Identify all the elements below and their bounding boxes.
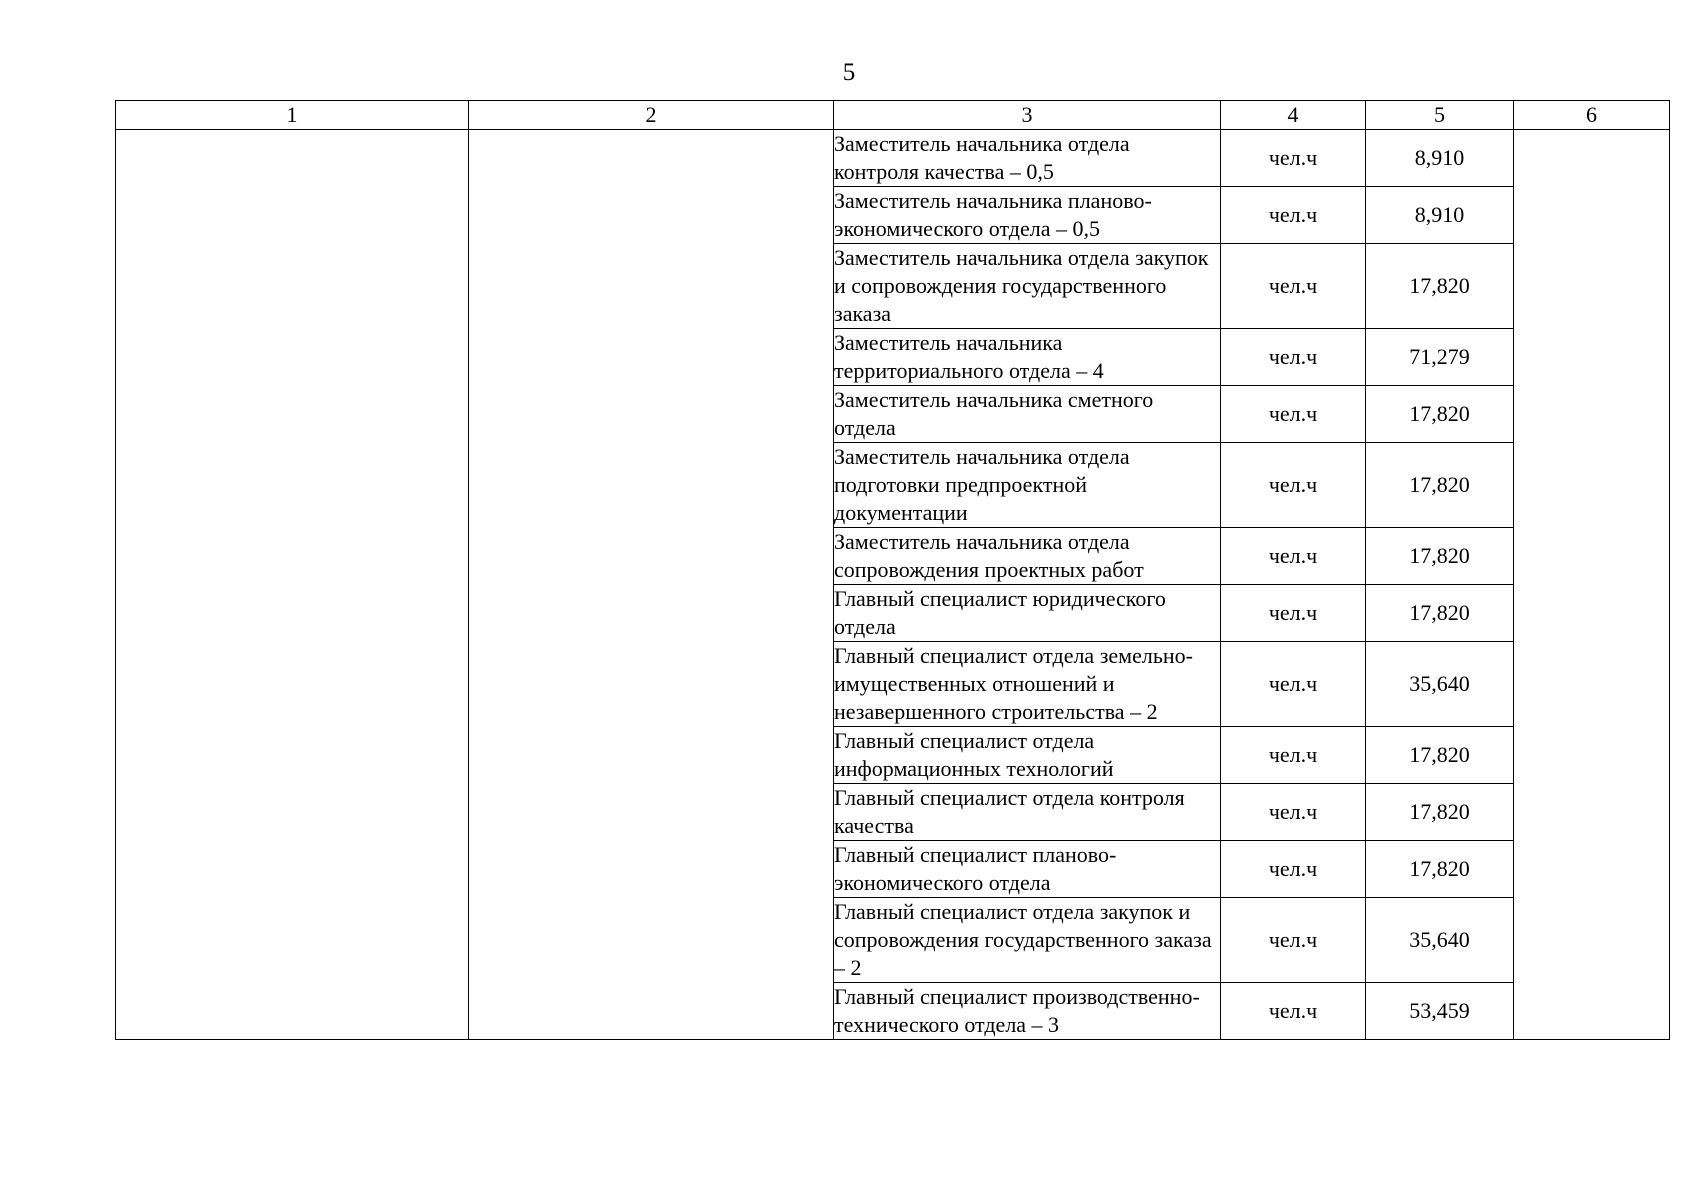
unit-cell: чел.ч [1221,443,1366,528]
unit-cell: чел.ч [1221,585,1366,642]
column-header-2: 2 [469,101,834,130]
position-name: Главный специалист юридического отдела [834,585,1221,642]
position-name: Главный специалист отдела контроля качества [834,784,1221,841]
unit-cell: чел.ч [1221,329,1366,386]
column-header-5: 5 [1366,101,1514,130]
column-header-4: 4 [1221,101,1366,130]
unit-cell: чел.ч [1221,187,1366,244]
unit-cell: чел.ч [1221,130,1366,187]
document-table [115,100,1670,1040]
value-cell: 17,820 [1366,443,1514,528]
unit-cell: чел.ч [1221,642,1366,727]
value-cell: 8,910 [1366,130,1514,187]
value-cell: 71,279 [1366,329,1514,386]
position-name: Заместитель начальника территориального отдела – 4 [834,329,1221,386]
value-cell: 35,640 [1366,898,1514,983]
value-cell: 53,459 [1366,983,1514,1040]
column-2-cell [469,130,834,1040]
position-name: Заместитель начальника отдела контроля качества – 0,5 [834,130,1221,187]
position-name: Главный специалист производственно-технического отдела – 3 [834,983,1221,1040]
value-cell: 8,910 [1366,187,1514,244]
position-name: Заместитель начальника отдела сопровождения проектных работ [834,528,1221,585]
table-row [116,130,1670,187]
column-1-cell [116,130,469,1040]
position-name: Главный специалист отдела закупок и сопровождения государственного заказа – 2 [834,898,1221,983]
unit-cell: чел.ч [1221,727,1366,784]
value-cell: 17,820 [1366,244,1514,329]
unit-cell: чел.ч [1221,898,1366,983]
unit-cell: чел.ч [1221,244,1366,329]
position-name: Главный специалист планово-экономического отдела [834,841,1221,898]
column-header-6: 6 [1514,101,1670,130]
position-name: Заместитель начальника планово-экономического отдела – 0,5 [834,187,1221,244]
position-name: Главный специалист отдела земельно-имущественных отношений и незавершенного строительства – 2 [834,642,1221,727]
page-number: 5 [842,59,856,86]
unit-cell: чел.ч [1221,841,1366,898]
value-cell: 17,820 [1366,386,1514,443]
unit-cell: чел.ч [1221,784,1366,841]
value-cell: 17,820 [1366,528,1514,585]
position-name: Заместитель начальника отдела закупок и сопровождения государственного заказа [834,244,1221,329]
column-header-3: 3 [834,101,1221,130]
position-name: Заместитель начальника отдела подготовки предпроектной документации [834,443,1221,528]
unit-cell: чел.ч [1221,528,1366,585]
value-cell: 17,820 [1366,727,1514,784]
column-6-cell [1514,130,1670,1040]
position-name: Главный специалист отдела информационных технологий [834,727,1221,784]
value-cell: 17,820 [1366,585,1514,642]
value-cell: 17,820 [1366,841,1514,898]
value-cell: 17,820 [1366,784,1514,841]
unit-cell: чел.ч [1221,983,1366,1040]
column-header-1: 1 [116,101,469,130]
position-name: Заместитель начальника сметного отдела [834,386,1221,443]
value-cell: 35,640 [1366,642,1514,727]
unit-cell: чел.ч [1221,386,1366,443]
table-header-row [116,101,1670,130]
